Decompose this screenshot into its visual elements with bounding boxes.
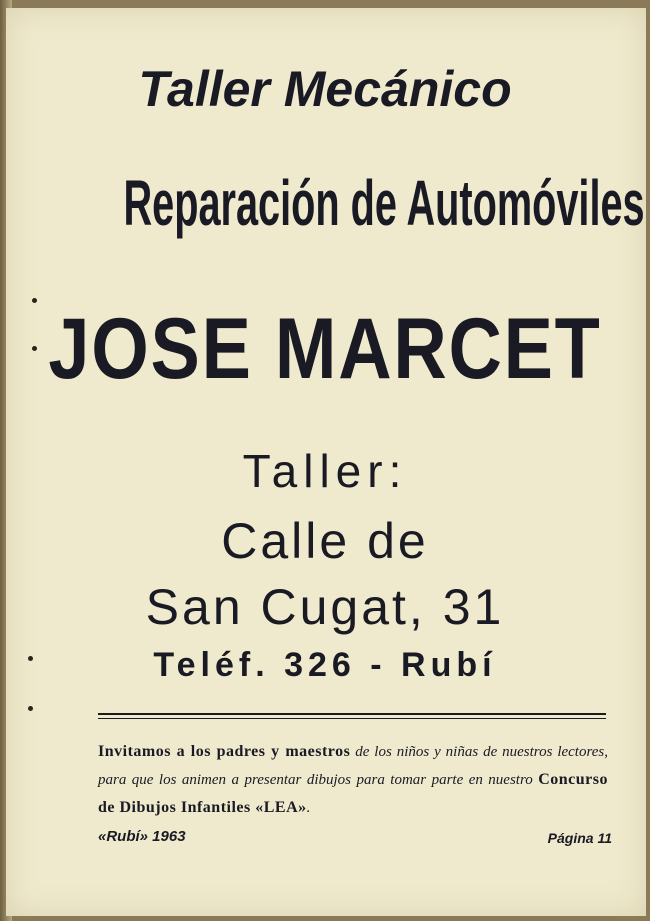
- ad-address-line1: Calle de: [221, 513, 429, 569]
- ad-phone-city: Teléf. 326 - Rubí: [153, 646, 497, 684]
- ad-taller-label: Taller:: [242, 445, 408, 497]
- notice-contest-name: Concurso de Dibujos Infantiles «LEA»: [98, 771, 608, 816]
- ad-heading-reparacion: Reparación de Automóviles: [123, 167, 645, 239]
- divider-bottom: [98, 718, 606, 719]
- notice-end: .: [306, 800, 311, 816]
- footer-page-number: Página 11: [547, 830, 612, 846]
- binding-hole: [32, 346, 37, 351]
- notice-lead: Invitamos a los padres y maestros: [98, 743, 351, 760]
- ad-heading-taller-mecanico: Taller Mecánico: [138, 61, 512, 117]
- binding-hole: [28, 706, 33, 711]
- binding-hole: [32, 298, 37, 303]
- contest-notice: [98, 738, 608, 822]
- footer-publication-year: «Rubí» 1963: [98, 828, 186, 845]
- ad-business-name: JOSE MARCET: [48, 301, 602, 397]
- divider-top: [98, 713, 606, 715]
- notice-body: de los niños y niñas de nuestros lectores, para que los animen a presentar dibujos para tomar parte en nuestro: [98, 744, 608, 788]
- ad-address-line2: San Cugat, 31: [145, 579, 505, 635]
